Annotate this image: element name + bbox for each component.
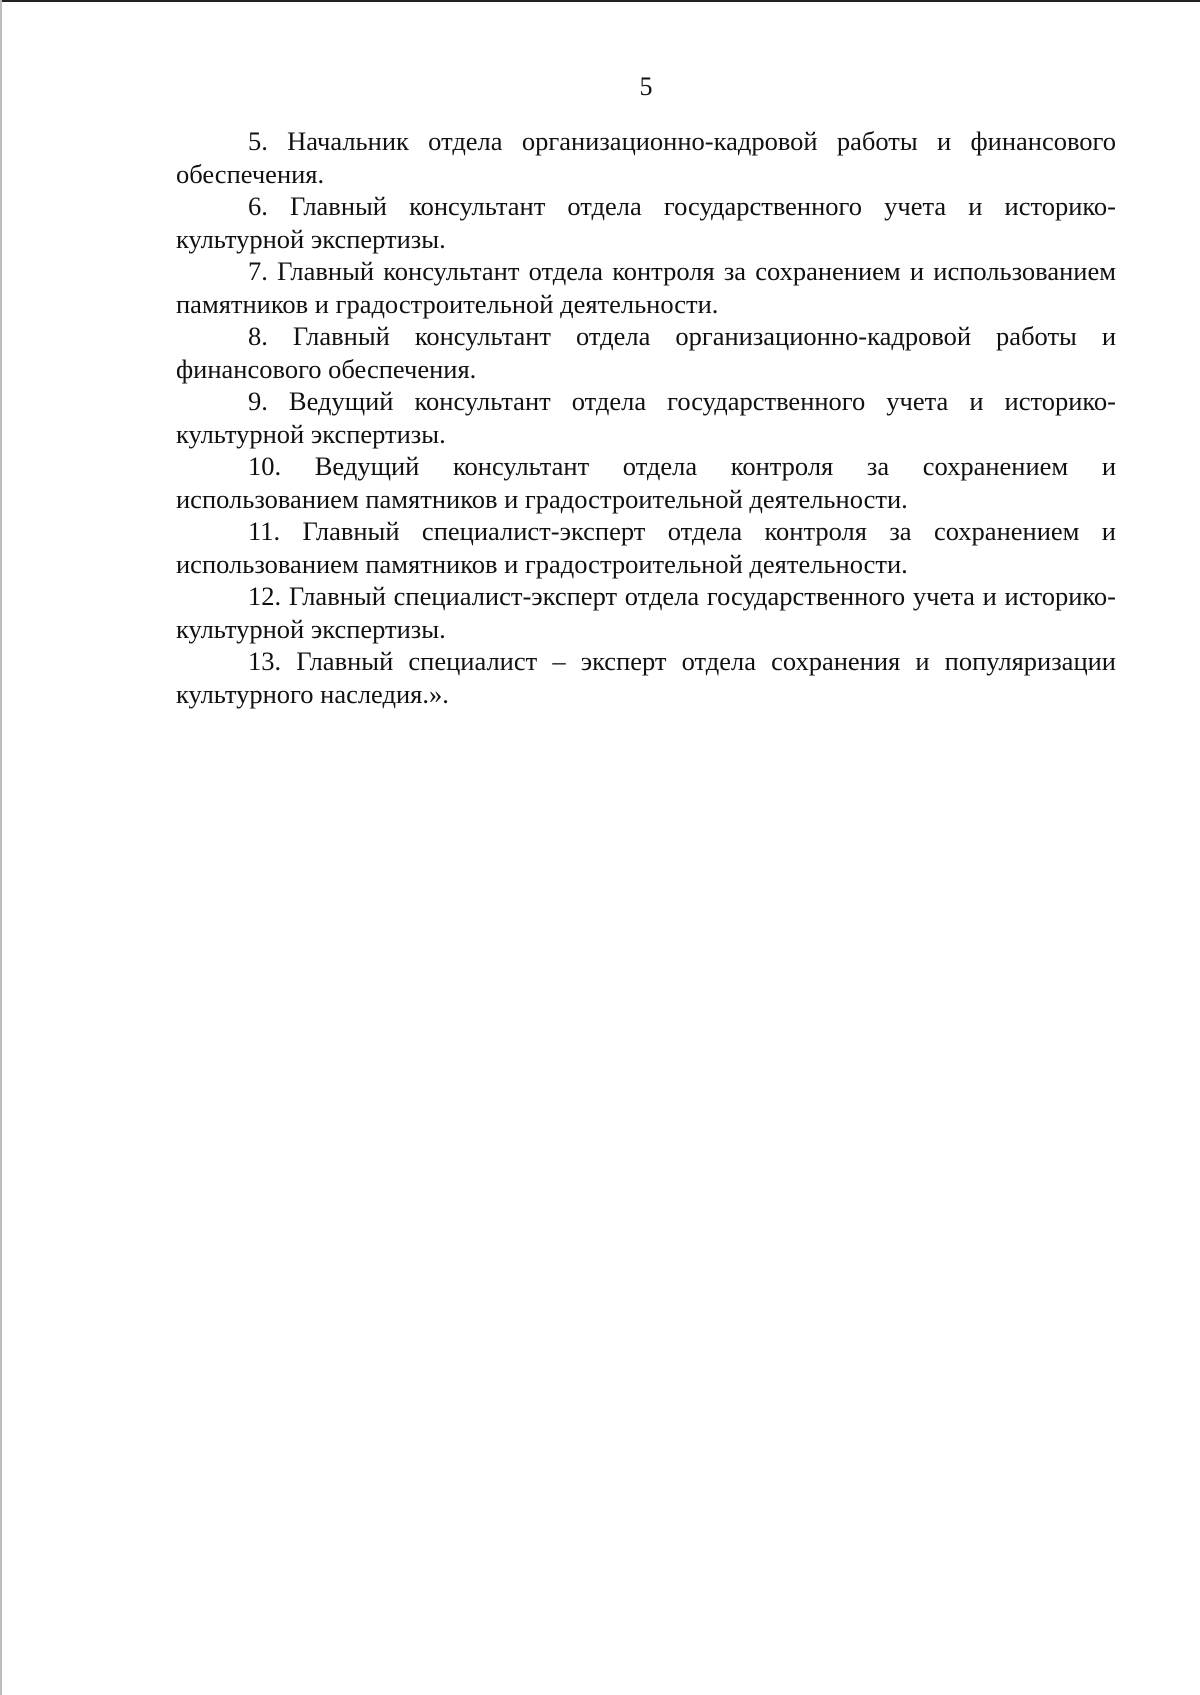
list-item: 13. Главный специалист – эксперт отдела сохранения и популяризации культурного наследия.». xyxy=(176,646,1116,709)
list-item: 6. Главный консультант отдела государственного учета и историко-культурной экспертизы. xyxy=(176,191,1116,254)
list-item: 11. Главный специалист-эксперт отдела контроля за сохранением и использованием памятников и градостроительной деятельности. xyxy=(176,516,1116,579)
list-item: 10. Ведущий консультант отдела контроля за сохранением и использованием памятников и градостроительной деятельности. xyxy=(176,451,1116,514)
list-item: 5. Начальник отдела организационно-кадровой работы и финансового обеспечения. xyxy=(176,126,1116,189)
page-number: 5 xyxy=(639,72,653,101)
list-item: 7. Главный консультант отдела контроля за сохранением и использованием памятников и градостроительной деятельности. xyxy=(176,256,1116,319)
scan-border-left xyxy=(0,0,2,1695)
document-body xyxy=(176,125,1116,710)
list-item: 12. Главный специалист-эксперт отдела государственного учета и историко-культурной экспертизы. xyxy=(176,581,1116,644)
list-item: 8. Главный консультант отдела организационно-кадровой работы и финансового обеспечения. xyxy=(176,321,1116,384)
list-item: 9. Ведущий консультант отдела государственного учета и историко-культурной экспертизы. xyxy=(176,386,1116,449)
scan-border-top xyxy=(0,0,1200,2)
